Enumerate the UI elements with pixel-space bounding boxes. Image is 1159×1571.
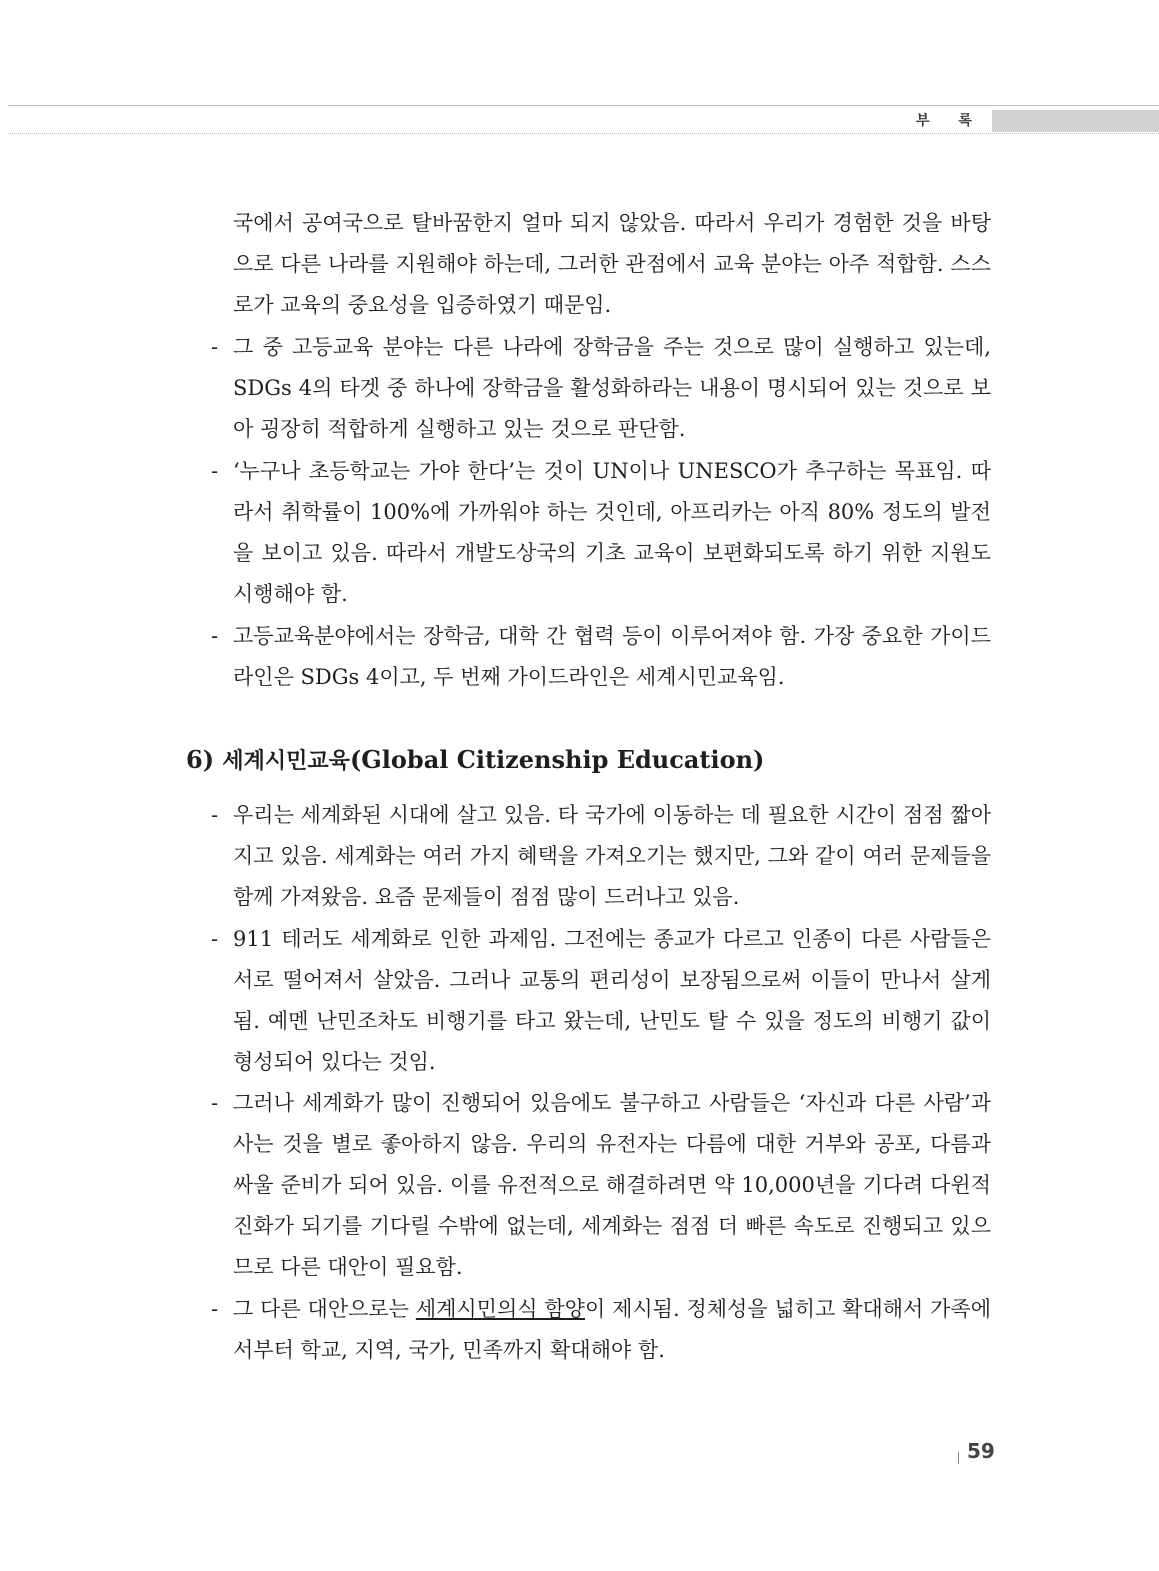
- page-number-tick: [958, 1452, 959, 1464]
- bullet-text: 911 테러도 세계화로 인한 과제임. 그전에는 종교가 다르고 인종이 다른 사람들은 서로 떨어져서 살았음. 그러나 교통의 편리성이 보장됨으로써 이들이 만나서 살게 됨. 예멘 난민조차도 비행기를 타고 왔는데, 난민도 탈 수 있을 정도의 비행기 값이 형성되어 있다는 것임.: [233, 927, 991, 1074]
- bullet-text: 고등교육분야에서는 장학금, 대학 간 협력 등이 이루어져야 함. 가장 중요한 가이드라인은 SDGs 4이고, 두 번째 가이드라인은 세계시민교육임.: [233, 624, 991, 689]
- bullet-dash: -: [211, 927, 219, 951]
- section-number: 6): [186, 745, 215, 774]
- bullet-text: 그 중 고등교육 분야는 다른 나라에 장학금을 주는 것으로 많이 실행하고 있는데, SDGs 4의 타겟 중 하나에 장학금을 활성화하라는 내용이 명시되어 있는 것으로 보아 굉장히 적합하게 실행하고 있는 것으로 판단함.: [233, 335, 991, 441]
- page-number-value: 59: [967, 1439, 995, 1463]
- bullet-text: ‘누구나 초등학교는 가야 한다’는 것이 UN이나 UNESCO가 추구하는 목표임. 따라서 취학률이 100%에 가까워야 하는 것인데, 아프리카는 아직 80% 정도의 발전을 보이고 있음. 따라서 개발도상국의 기초 교육이 보편화되도록 하기 위한 지원도 시행해야 함.: [233, 459, 991, 606]
- header-gray-bar: [992, 110, 1159, 132]
- intro-paragraph: 국에서 공여국으로 탈바꿈한지 얼마 되지 않았음. 따라서 우리가 경험한 것을 바탕으로 다른 나라를 지원해야 하는데, 그러한 관점에서 교육 분야는 아주 적합함. 스스로가 교육의 중요성을 입증하였기 때문임.: [233, 211, 991, 317]
- bullet-item: [211, 616, 991, 698]
- header-rule: [8, 105, 1159, 106]
- header-dotted-rule: [8, 133, 1159, 134]
- page-number: [958, 1439, 995, 1464]
- bullet-item: [211, 795, 991, 918]
- bullet-dash: -: [211, 624, 219, 648]
- bullet-item: [211, 451, 991, 615]
- bullet-item: [211, 327, 991, 450]
- bullet-dash: -: [211, 459, 219, 483]
- underlined-phrase: 세계시민의식 함양: [415, 1297, 585, 1321]
- bullet-text-before: 그 다른 대안으로는: [233, 1297, 416, 1321]
- bullet-text: 그러나 세계화가 많이 진행되어 있음에도 불구하고 사람들은 ‘자신과 다른 사람’과 사는 것을 별로 좋아하지 않음. 우리의 유전자는 다름에 대한 거부와 공포, 다름과 싸울 준비가 되어 있음. 이를 유전적으로 해결하려면 약 10,000년을 기다려 다윈적 진화가 되기를 기다릴 수밖에 없는데, 세계화는 점점 더 빠른 속도로 진행되고 있으므로 다른 대안이 필요함.: [233, 1091, 991, 1279]
- bullet-dash: -: [211, 803, 219, 827]
- running-header-label: 부 록: [916, 113, 984, 129]
- section-heading: [186, 740, 764, 782]
- bullet-text-after: 이 제시됨. 정체성을 넓히고 확대해서 가족에서부터 학교, 지역, 국가, 민족까지 확대해야 함.: [233, 1297, 992, 1362]
- bullet-item: [211, 1289, 992, 1371]
- section-title-english: (Global Citizenship Education): [349, 745, 765, 774]
- bullet-text: 우리는 세계화된 시대에 살고 있음. 타 국가에 이동하는 데 필요한 시간이 점점 짧아지고 있음. 세계화는 여러 가지 혜택을 가져오기는 했지만, 그와 같이 여러 문제들을 함께 가져왔음. 요즘 문제들이 점점 많이 드러나고 있음.: [233, 803, 991, 909]
- bullet-item: [211, 919, 991, 1083]
- bullet-dash: -: [211, 1091, 219, 1115]
- bullet-dash: -: [211, 335, 219, 359]
- bullet-item: [211, 1083, 991, 1288]
- section-title-korean: 세계시민교육: [222, 749, 350, 774]
- bullet-dash: -: [211, 1297, 219, 1321]
